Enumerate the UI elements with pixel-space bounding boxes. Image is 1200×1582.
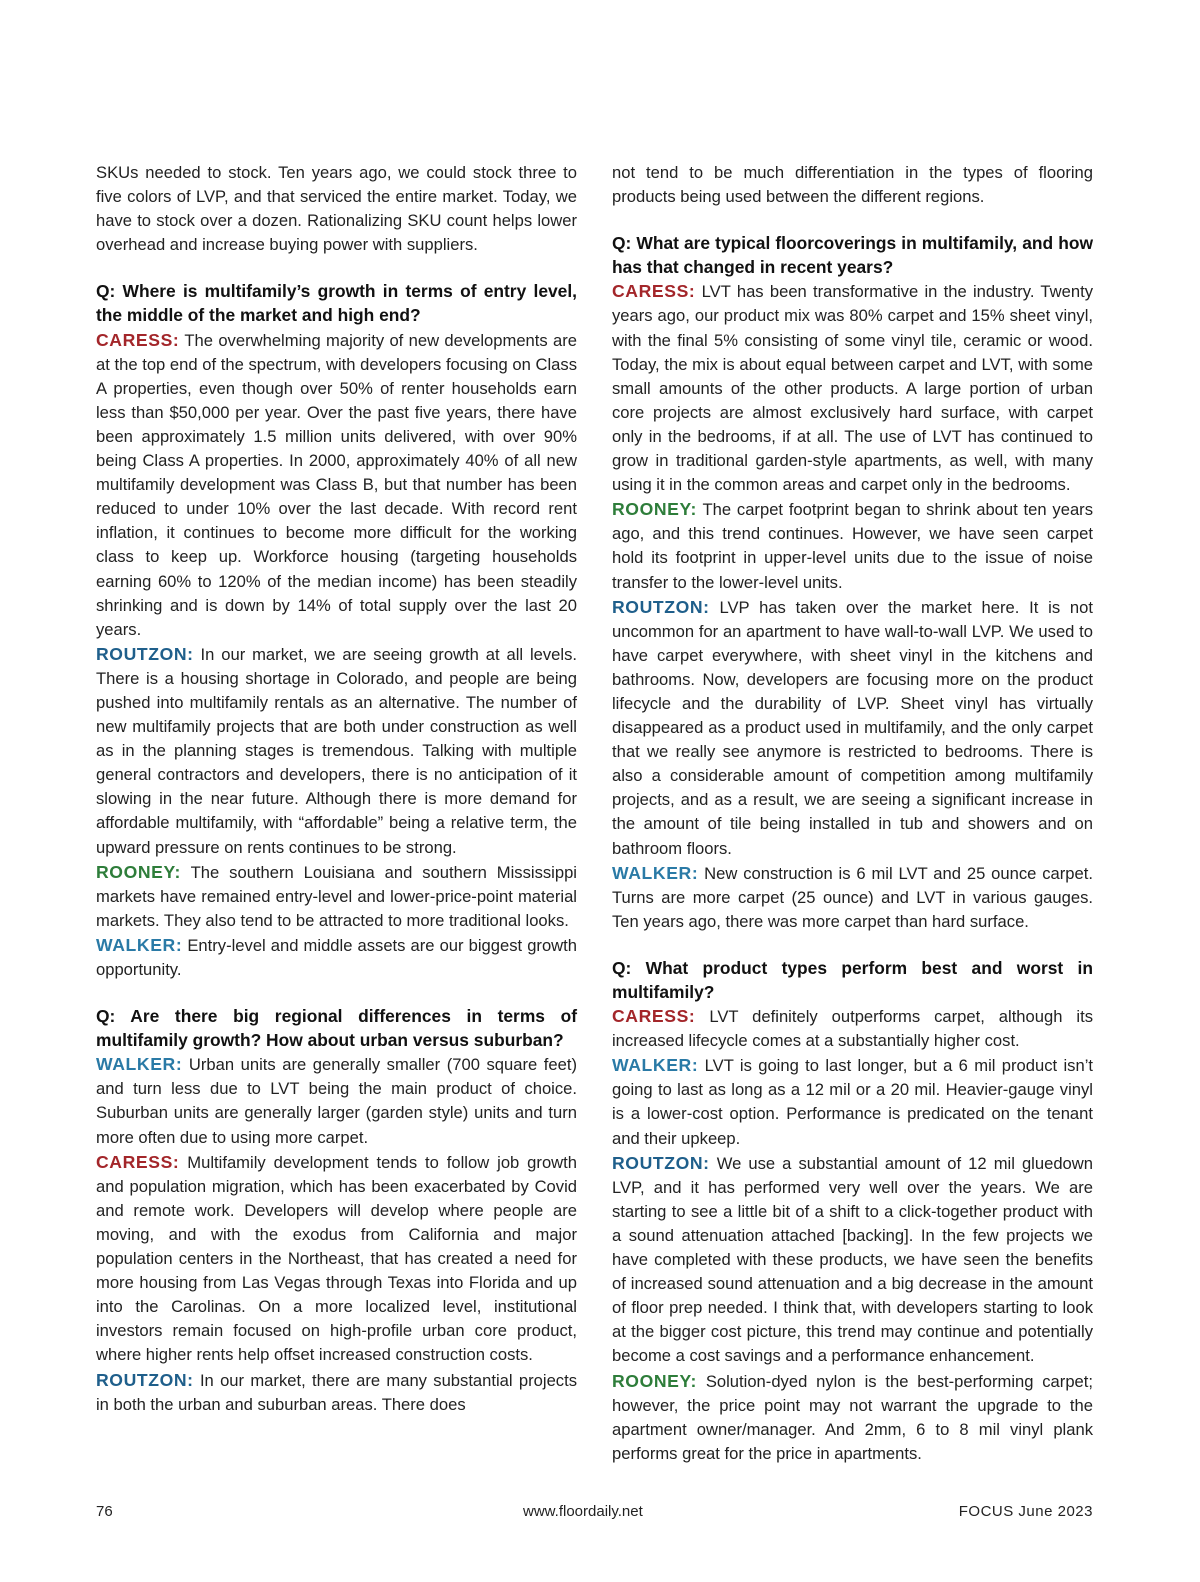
speaker-walker: WALKER: [612, 862, 699, 883]
answer-paragraph [612, 279, 1093, 497]
answer-text: New construction is 6 mil LVT and 25 ounce carpet. Turns are more carpet (25 ounce) and LVT in various gauges. Ten years ago, there was more carpet than hard surface. [612, 863, 1093, 931]
speaker-rooney: ROONEY: [612, 1370, 698, 1391]
answer-paragraph [96, 1368, 577, 1417]
issue-label: FOCUS June 2023 [958, 1503, 1093, 1520]
question-heading: Q: Where is multifamily’s growth in terms of entry level, the middle of the market and high end? [96, 281, 577, 326]
answer-paragraph [612, 1369, 1093, 1466]
answer-text: Urban units are generally smaller (700 square feet) and turn less due to LVT being the main product of choice. Suburban units are generally larger (garden style) units and turn more often due to using more carpet. [96, 1055, 577, 1147]
right-column [612, 161, 1093, 1466]
answer-paragraph [96, 1150, 577, 1368]
intro-paragraph: SKUs needed to stock. Ten years ago, we could stock three to five colors of LVP, and that serviced the entire market. Today, we have to stock over a dozen. Rationalizing SKU count helps lower overhead and increase buying power with suppliers. [96, 163, 577, 255]
answer-paragraph [612, 861, 1093, 934]
left-column [96, 161, 577, 1417]
answer-text: The southern Louisiana and southern Mississippi markets have remained entry-level and lower-price-point material markets. They also tend to be attracted to more traditional looks. [96, 862, 577, 930]
answer-text: In our market, we are seeing growth at all levels. There is a housing shortage in Colorado, and people are being pushed into multifamily rentals as an alternative. The number of new multifamily projects that are both under construction as well as in the planning stages is tremendous. Talking with multiple general contractors and developers, there is no anticipation of it slowing in the near future. Although there is more demand for affordable multifamily, with “affordable” being a relative term, the upward pressure on rents continues to be strong. [96, 644, 577, 857]
speaker-routzon: ROUTZON: [96, 1369, 194, 1390]
speaker-walker: WALKER: [96, 934, 183, 955]
speaker-rooney: ROONEY: [612, 499, 698, 520]
speaker-routzon: ROUTZON: [96, 643, 194, 664]
speaker-routzon: ROUTZON: [612, 596, 710, 617]
answer-paragraph [612, 1053, 1093, 1150]
answer-paragraph [612, 497, 1093, 594]
answer-paragraph [96, 860, 577, 933]
speaker-caress: CARESS: [96, 1151, 180, 1172]
speaker-caress: CARESS: [612, 281, 696, 302]
speaker-caress: CARESS: [96, 329, 180, 350]
question-heading: Q: What are typical floorcoverings in multifamily, and how has that changed in recent years? [612, 233, 1093, 278]
answer-text: LVT definitely outperforms carpet, although its increased lifecycle comes at a substantially higher cost. [612, 1007, 1093, 1051]
answer-text: Solution-dyed nylon is the best-performing carpet; however, the price point may not warrant the upgrade to the apartment owner/manager. And 2mm, 6 to 8 mil vinyl plank performs great for the price in apartments. [612, 1371, 1093, 1463]
answer-text: LVT is going to last longer, but a 6 mil product isn’t going to last as long as a 12 mil or a 20 mil. Heavier-gauge vinyl is a lower-cost option. Performance is predicated on the tenant and their upkeep. [612, 1056, 1093, 1148]
answer-paragraph [96, 1052, 577, 1149]
answer-text: The carpet footprint began to shrink about ten years ago, and this trend continues. However, we have seen carpet hold its footprint in upper-level units due to the issue of noise transfer to the lower-level units. [612, 500, 1093, 592]
answer-text: LVP has taken over the market here. It is not uncommon for an apartment to have wall-to-wall LVP. We used to have carpet everywhere, with sheet vinyl in the kitchens and bathrooms. Now, developers are focusing more on the product lifecycle and the durability of LVP. Sheet vinyl has virtually disappeared as a product used in multifamily, and the only carpet that we really see anymore is restricted to bedrooms. There is also a considerable amount of competition among multifamily projects, and as a result, we are seeing a significant increase in the amount of tile being installed in tub and showers and on bathroom floors. [612, 597, 1093, 858]
answer-paragraph [612, 595, 1093, 861]
question-heading: Q: What product types perform best and worst in multifamily? [612, 957, 1093, 1002]
speaker-walker: WALKER: [96, 1054, 183, 1075]
answer-paragraph [96, 328, 577, 642]
answer-text: We use a substantial amount of 12 mil gluedown LVP, and it has performed very well over the years. We are starting to see a little bit of a shift to a click-together product with a sound attenuation attached [backing]. In the few projects we have completed with these products, we have seen the benefits of increased sound attenuation and a big decrease in the amount of floor prep needed. I think that, with developers starting to look at the bigger cost picture, this trend may continue and potentially become a cost savings and a performance enhancement. [612, 1153, 1093, 1366]
answer-paragraph [612, 1151, 1093, 1369]
answer-text: Multifamily development tends to follow job growth and population migration, which has been exacerbated by Covid and remote work. Developers will develop where people are moving, and with the exodus from California and major population centers in the Northeast, that has created a need for more housing from Las Vegas through Texas into Florida and up into the Carolinas. On a more localized level, institutional investors remain focused on high-profile urban core product, where higher rents help offset increased construction costs. [96, 1152, 577, 1365]
answer-text: Entry-level and middle assets are our biggest growth opportunity. [96, 935, 577, 979]
continued-paragraph: not tend to be much differentiation in the types of flooring products being used between the different regions. [612, 163, 1093, 207]
speaker-rooney: ROONEY: [96, 861, 182, 882]
speaker-routzon: ROUTZON: [612, 1152, 710, 1173]
question-heading: Q: Are there big regional differences in terms of multifamily growth? How about urban versus suburban? [96, 1006, 577, 1051]
speaker-caress: CARESS: [612, 1006, 696, 1027]
footer-url-link[interactable]: www.floordaily.net [523, 1503, 643, 1520]
answer-text: LVT has been transformative in the industry. Twenty years ago, our product mix was 80% carpet and 15% sheet vinyl, with the final 5% consisting of some vinyl tile, ceramic or wood. Today, the mix is about equal between carpet and LVT, with some small amounts of the other products. A large portion of urban core projects are almost exclusively hard surface, with carpet only in the bedrooms, if at all. The use of LVT has continued to grow in traditional garden-style apartments, as well, with many using it in the common areas and carpet only in the bedrooms. [612, 282, 1093, 495]
answer-paragraph [96, 933, 577, 982]
page-number: 76 [96, 1503, 113, 1520]
answer-paragraph [96, 642, 577, 860]
answer-text: In our market, there are many substantial projects in both the urban and suburban areas. There does [96, 1370, 577, 1414]
speaker-walker: WALKER: [612, 1055, 699, 1076]
answer-paragraph [612, 1004, 1093, 1053]
answer-text: The overwhelming majority of new developments are at the top end of the spectrum, with developers focusing on Class A properties, even though over 50% of renter households earn less than $50,000 per year. Over the past five years, there have been approximately 1.5 million units delivered, with over 90% being Class A properties. In 2000, approximately 40% of all new multifamily development was Class B, but that number has been reduced to under 10% over the last decade. With record rent inflation, it continues to become more difficult for the working class to keep up. Workforce housing (targeting households earning 60% to 120% of the median income) has been steadily shrinking and is down by 14% of total supply over the last 20 years. [96, 330, 577, 639]
